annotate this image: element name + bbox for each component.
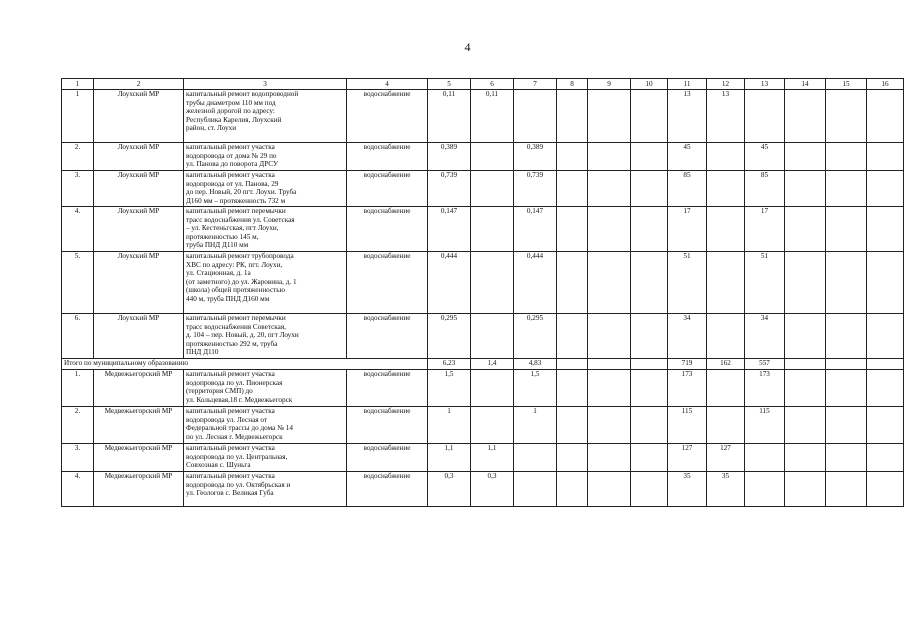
description-line: Республика Карелия, Лоухский xyxy=(186,115,282,124)
row-number: 3. xyxy=(62,444,94,472)
header-cell: 5 xyxy=(428,79,471,90)
value-cell-7: 1,5 xyxy=(514,370,557,407)
description-cell xyxy=(184,407,347,444)
value-cell-15 xyxy=(826,472,867,507)
value-cell-7: 0,147 xyxy=(514,207,557,252)
value-cell-14 xyxy=(785,407,826,444)
description-line: капитальный ремонт участка xyxy=(186,444,275,452)
value-cell-8 xyxy=(557,207,588,252)
description-line: водопровода по ул. Центральная, xyxy=(186,452,288,461)
value-cell-13: 17 xyxy=(745,207,785,252)
value-cell-16 xyxy=(867,252,904,314)
total-cell-14 xyxy=(785,359,826,370)
header-cell: 10 xyxy=(631,79,668,90)
value-cell-6 xyxy=(471,171,514,207)
value-cell-11: 173 xyxy=(668,370,707,407)
value-cell-5: 1,1 xyxy=(428,444,471,472)
value-cell-7: 0,389 xyxy=(514,143,557,171)
table-row xyxy=(62,444,904,472)
table-row xyxy=(62,171,904,207)
value-cell-15 xyxy=(826,370,867,407)
value-cell-8 xyxy=(557,90,588,143)
row-number: 3. xyxy=(62,171,94,207)
value-cell-16 xyxy=(867,407,904,444)
value-cell-16 xyxy=(867,444,904,472)
value-cell-9 xyxy=(588,444,631,472)
table-row xyxy=(62,252,904,314)
description-line: водопровода от ул. Панова, 29 xyxy=(186,179,279,188)
value-cell-5: 0,444 xyxy=(428,252,471,314)
value-cell-8 xyxy=(557,143,588,171)
value-cell-6 xyxy=(471,314,514,359)
district-cell: Медвежьегорский МР xyxy=(94,472,184,507)
header-cell: 7 xyxy=(514,79,557,90)
header-cell: 8 xyxy=(557,79,588,90)
type-cell: водоснабжение xyxy=(347,90,428,143)
value-cell-14 xyxy=(785,370,826,407)
district-cell: Медвежьегорский МР xyxy=(94,370,184,407)
value-cell-14 xyxy=(785,252,826,314)
total-row xyxy=(62,359,904,370)
header-cell: 9 xyxy=(588,79,631,90)
description-line: протяженностью 292 м, труба xyxy=(186,339,278,348)
description-line: район, ст. Лоухи xyxy=(186,124,237,133)
district-cell: Лоухский МР xyxy=(94,207,184,252)
value-cell-10 xyxy=(631,207,668,252)
value-cell-15 xyxy=(826,314,867,359)
value-cell-8 xyxy=(557,444,588,472)
value-cell-10 xyxy=(631,171,668,207)
row-number: 1. xyxy=(62,370,94,407)
description-cell xyxy=(184,370,347,407)
description-cell xyxy=(184,207,347,252)
description-line: Федеральной трассы до дома № 14 xyxy=(186,424,293,433)
value-cell-13: 115 xyxy=(745,407,785,444)
row-number: 4. xyxy=(62,207,94,252)
description-line: по ул. Лесная г. Медвежьегорск xyxy=(186,432,283,441)
value-cell-11: 17 xyxy=(668,207,707,252)
value-cell-6: 1,1 xyxy=(471,444,514,472)
value-cell-15 xyxy=(826,171,867,207)
district-cell: Лоухский МР xyxy=(94,90,184,143)
row-number: 2. xyxy=(62,143,94,171)
type-cell: водоснабжение xyxy=(347,370,428,407)
value-cell-5: 0,3 xyxy=(428,472,471,507)
value-cell-9 xyxy=(588,90,631,143)
value-cell-12: 13 xyxy=(707,90,745,143)
description-line: ул. Кольцевая,18 г. Медвежьегорск xyxy=(186,395,293,404)
value-cell-15 xyxy=(826,90,867,143)
type-cell: водоснабжение xyxy=(347,472,428,507)
value-cell-7: 0,295 xyxy=(514,314,557,359)
value-cell-8 xyxy=(557,314,588,359)
description-line: протяженностью 145 м, xyxy=(186,232,259,241)
value-cell-11: 13 xyxy=(668,90,707,143)
description-line: трасс водоснабжения Советская, xyxy=(186,322,286,331)
value-cell-8 xyxy=(557,171,588,207)
value-cell-11: 45 xyxy=(668,143,707,171)
value-cell-16 xyxy=(867,90,904,143)
total-cell-6: 1,4 xyxy=(471,359,514,370)
value-cell-12 xyxy=(707,143,745,171)
type-cell: водоснабжение xyxy=(347,407,428,444)
description-cell xyxy=(184,171,347,207)
value-cell-10 xyxy=(631,90,668,143)
table-row xyxy=(62,207,904,252)
description-line: капитальный ремонт трубопровода xyxy=(186,252,294,260)
description-line: водопровода от дома № 29 по xyxy=(186,151,277,160)
district-cell: Лоухский МР xyxy=(94,171,184,207)
value-cell-10 xyxy=(631,370,668,407)
description-line: капитальный ремонт участка xyxy=(186,407,275,415)
description-line: Д160 мм – протяженность 732 м xyxy=(186,196,286,205)
district-cell: Лоухский МР xyxy=(94,314,184,359)
value-cell-14 xyxy=(785,90,826,143)
value-cell-16 xyxy=(867,370,904,407)
header-cell: 15 xyxy=(826,79,867,90)
value-cell-10 xyxy=(631,252,668,314)
total-cell-13: 557 xyxy=(745,359,785,370)
value-cell-10 xyxy=(631,407,668,444)
description-line: трасс водоснабжения ул. Советская xyxy=(186,215,295,224)
district-cell: Медвежьегорский МР xyxy=(94,407,184,444)
description-line: капитальный ремонт участка xyxy=(186,143,275,151)
description-line: д. 104 – пер. Новый, д. 20, пгт Лоухи xyxy=(186,331,299,340)
value-cell-6 xyxy=(471,143,514,171)
value-cell-13 xyxy=(745,444,785,472)
row-number: 2. xyxy=(62,407,94,444)
header-cell: 12 xyxy=(707,79,745,90)
description-line: ХВС по адресу: РК, пгт. Лоухи, xyxy=(186,260,283,269)
repair-table xyxy=(61,78,904,507)
description-line: – ул. Кестеньгская, пгт Лоухи, xyxy=(186,224,279,233)
table-row xyxy=(62,407,904,444)
value-cell-6 xyxy=(471,252,514,314)
value-cell-10 xyxy=(631,444,668,472)
description-line: ул. Геологов с. Великая Губа xyxy=(186,489,274,498)
value-cell-7 xyxy=(514,90,557,143)
value-cell-9 xyxy=(588,407,631,444)
value-cell-10 xyxy=(631,143,668,171)
total-cell-8 xyxy=(557,359,588,370)
value-cell-9 xyxy=(588,171,631,207)
value-cell-12 xyxy=(707,314,745,359)
value-cell-12 xyxy=(707,252,745,314)
type-cell: водоснабжение xyxy=(347,171,428,207)
value-cell-7: 0,444 xyxy=(514,252,557,314)
value-cell-11: 115 xyxy=(668,407,707,444)
value-cell-5: 1 xyxy=(428,407,471,444)
total-label: Итого по муниципальному образованию xyxy=(62,359,428,370)
value-cell-13: 173 xyxy=(745,370,785,407)
description-line: железной дорогой по адресу: xyxy=(186,107,275,116)
value-cell-7: 0,739 xyxy=(514,171,557,207)
value-cell-8 xyxy=(557,252,588,314)
description-line: капитальный ремонт перемычки xyxy=(186,207,286,215)
description-cell xyxy=(184,314,347,359)
total-cell-9 xyxy=(588,359,631,370)
description-line: капитальный ремонт участка xyxy=(186,171,275,179)
value-cell-11: 127 xyxy=(668,444,707,472)
row-number: 5. xyxy=(62,252,94,314)
value-cell-7 xyxy=(514,472,557,507)
value-cell-7 xyxy=(514,444,557,472)
value-cell-11: 85 xyxy=(668,171,707,207)
value-cell-16 xyxy=(867,314,904,359)
description-line: 440 м, труба ПНД Д160 мм xyxy=(186,294,270,303)
description-line: ул. Панова до поворота ДРСУ xyxy=(186,160,279,169)
value-cell-9 xyxy=(588,207,631,252)
header-cell: 16 xyxy=(867,79,904,90)
description-line: (школа) общей протяженностью xyxy=(186,286,285,295)
value-cell-9 xyxy=(588,370,631,407)
value-cell-10 xyxy=(631,472,668,507)
description-line: капитальный ремонт перемычки xyxy=(186,314,286,322)
value-cell-6: 0,11 xyxy=(471,90,514,143)
description-line: (территория СМП) до xyxy=(186,387,253,396)
description-cell xyxy=(184,444,347,472)
value-cell-8 xyxy=(557,370,588,407)
header-cell: 2 xyxy=(94,79,184,90)
value-cell-5: 0,295 xyxy=(428,314,471,359)
value-cell-12 xyxy=(707,207,745,252)
value-cell-14 xyxy=(785,143,826,171)
value-cell-14 xyxy=(785,472,826,507)
header-row xyxy=(62,79,904,90)
header-cell: 4 xyxy=(347,79,428,90)
district-cell: Лоухский МР xyxy=(94,143,184,171)
value-cell-5: 0,11 xyxy=(428,90,471,143)
type-cell: водоснабжение xyxy=(347,252,428,314)
value-cell-12: 127 xyxy=(707,444,745,472)
row-number: 6. xyxy=(62,314,94,359)
total-cell-15 xyxy=(826,359,867,370)
value-cell-12 xyxy=(707,370,745,407)
description-cell xyxy=(184,143,347,171)
description-line: капитальный ремонт участка xyxy=(186,472,275,480)
value-cell-13: 45 xyxy=(745,143,785,171)
total-cell-11: 719 xyxy=(668,359,707,370)
value-cell-8 xyxy=(557,472,588,507)
description-line: трубы диаметром 110 мм под xyxy=(186,98,276,107)
value-cell-9 xyxy=(588,143,631,171)
type-cell: водоснабжение xyxy=(347,207,428,252)
total-cell-7: 4,83 xyxy=(514,359,557,370)
value-cell-13 xyxy=(745,90,785,143)
description-line: ул. Стационная, д. 1а xyxy=(186,269,251,278)
value-cell-15 xyxy=(826,407,867,444)
table-row xyxy=(62,314,904,359)
value-cell-15 xyxy=(826,143,867,171)
header-cell: 11 xyxy=(668,79,707,90)
value-cell-16 xyxy=(867,143,904,171)
value-cell-10 xyxy=(631,314,668,359)
district-cell: Лоухский МР xyxy=(94,252,184,314)
table-row xyxy=(62,472,904,507)
value-cell-14 xyxy=(785,444,826,472)
header-cell: 1 xyxy=(62,79,94,90)
description-line: водопровода по ул. Октябрьская и xyxy=(186,480,291,489)
description-line: ПНД Д110 xyxy=(186,348,219,357)
value-cell-9 xyxy=(588,314,631,359)
description-cell xyxy=(184,252,347,314)
description-line: Совхозная с. Шуньга xyxy=(186,461,251,470)
value-cell-13: 85 xyxy=(745,171,785,207)
total-cell-12: 162 xyxy=(707,359,745,370)
total-cell-16 xyxy=(867,359,904,370)
value-cell-13 xyxy=(745,472,785,507)
type-cell: водоснабжение xyxy=(347,143,428,171)
district-cell: Медвежьегорский МР xyxy=(94,444,184,472)
value-cell-6 xyxy=(471,407,514,444)
value-cell-14 xyxy=(785,207,826,252)
value-cell-5: 0,739 xyxy=(428,171,471,207)
type-cell: водоснабжение xyxy=(347,444,428,472)
value-cell-15 xyxy=(826,252,867,314)
value-cell-6 xyxy=(471,207,514,252)
value-cell-16 xyxy=(867,472,904,507)
description-line: капитальный ремонт водопроводной xyxy=(186,90,299,98)
header-cell: 6 xyxy=(471,79,514,90)
total-cell-10 xyxy=(631,359,668,370)
value-cell-9 xyxy=(588,252,631,314)
value-cell-12 xyxy=(707,407,745,444)
total-cell-5: 6,23 xyxy=(428,359,471,370)
page-number: 4 xyxy=(464,40,471,54)
description-line: (от заметного) до ул. Жаровина, д. 1 xyxy=(186,277,297,286)
value-cell-14 xyxy=(785,314,826,359)
description-line: труба ПНД Д110 мм xyxy=(186,241,249,250)
table-row xyxy=(62,370,904,407)
table-row xyxy=(62,143,904,171)
row-number: 4. xyxy=(62,472,94,507)
value-cell-13: 51 xyxy=(745,252,785,314)
description-line: водопровода ул. Лесная от xyxy=(186,415,268,424)
value-cell-9 xyxy=(588,472,631,507)
description-line: до пер. Новый, 20 пгт. Лоухи. Труба xyxy=(186,188,297,197)
header-cell: 13 xyxy=(745,79,785,90)
row-number: 1 xyxy=(62,90,94,143)
description-line: водопровода по ул. Пионерская xyxy=(186,378,283,387)
value-cell-12: 35 xyxy=(707,472,745,507)
value-cell-16 xyxy=(867,171,904,207)
value-cell-7: 1 xyxy=(514,407,557,444)
value-cell-15 xyxy=(826,444,867,472)
value-cell-11: 35 xyxy=(668,472,707,507)
table-row xyxy=(62,90,904,143)
value-cell-6 xyxy=(471,370,514,407)
value-cell-8 xyxy=(557,407,588,444)
description-cell xyxy=(184,90,347,143)
value-cell-5: 0,389 xyxy=(428,143,471,171)
value-cell-5: 1,5 xyxy=(428,370,471,407)
header-cell: 14 xyxy=(785,79,826,90)
type-cell: водоснабжение xyxy=(347,314,428,359)
value-cell-15 xyxy=(826,207,867,252)
value-cell-12 xyxy=(707,171,745,207)
value-cell-14 xyxy=(785,171,826,207)
value-cell-5: 0,147 xyxy=(428,207,471,252)
description-line: капитальный ремонт участка xyxy=(186,370,275,378)
value-cell-6: 0,3 xyxy=(471,472,514,507)
value-cell-13: 34 xyxy=(745,314,785,359)
value-cell-16 xyxy=(867,207,904,252)
header-cell: 3 xyxy=(184,79,347,90)
value-cell-11: 51 xyxy=(668,252,707,314)
value-cell-11: 34 xyxy=(668,314,707,359)
description-cell xyxy=(184,472,347,507)
